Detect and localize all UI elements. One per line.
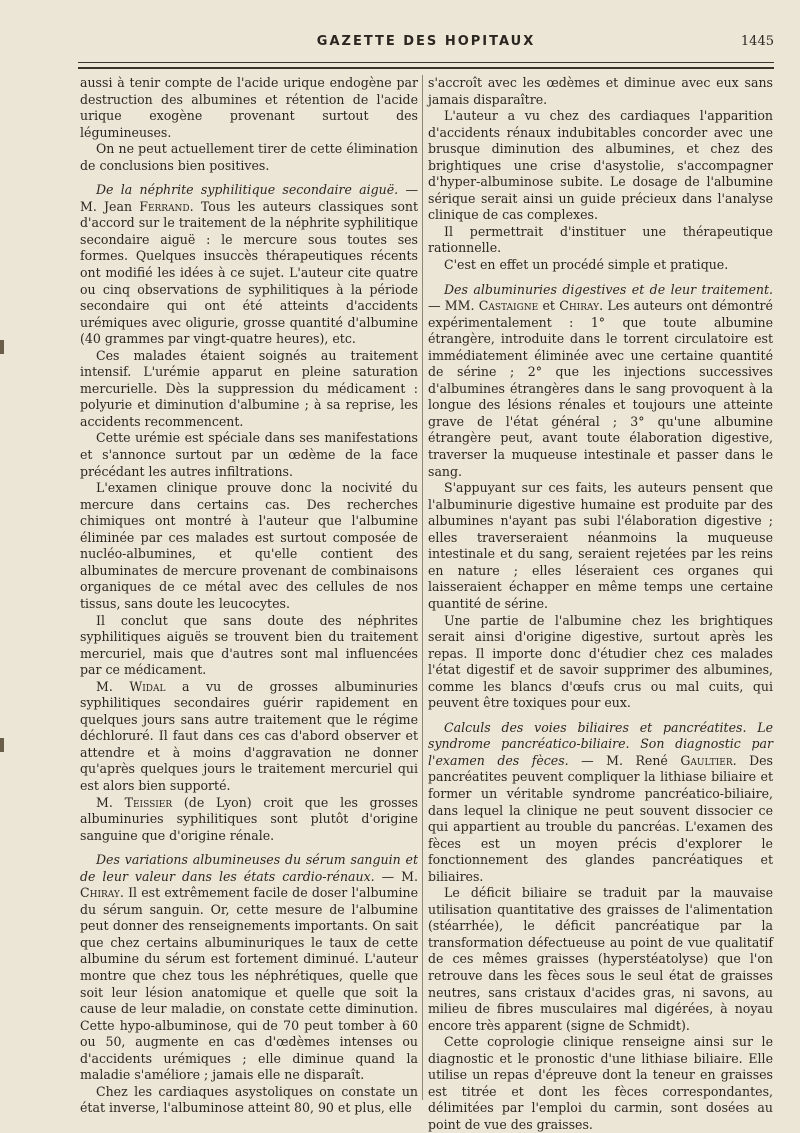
column-divider bbox=[422, 75, 423, 1100]
dash-text: — M. bbox=[374, 868, 418, 884]
paragraph: Il conclut que sans doute des néphrites syphilitiques aiguës se trouvent bien du traitement mercuriel, mais que d'autres sont mal influencées par ce médicament. bbox=[80, 612, 418, 678]
page-edge-mark bbox=[0, 738, 4, 752]
conjunction: et bbox=[538, 298, 560, 314]
header-rule-thick bbox=[78, 67, 774, 69]
right-column bbox=[428, 75, 773, 1133]
article-text: . Tous les auteurs classiques sont d'accord sur le traitement de la néphrite syphilitique secondaire aiguë : le mercure sous toutes ses formes. Quelques insuccès thérapeutiques récents ont modifié les idées à ce sujet. L'auteur cite quatre ou cinq observations de syphilitiques à la période secondaire qui ont été atteints d'accidents urémiques avec oligurie, grosse quantité d'albumine (40 grammes par vingt-quatre heures), etc. bbox=[80, 198, 418, 347]
paragraph-text: (de Lyon) croit que les grosses albuminuries syphilitiques sont plutôt d'origine sanguine que d'origine rénale. bbox=[80, 794, 419, 843]
author-name: Castaigne bbox=[478, 298, 539, 314]
paragraph bbox=[80, 795, 418, 845]
author-name: Teissier bbox=[124, 794, 173, 810]
prefix: M. bbox=[96, 678, 130, 694]
page-edge-mark bbox=[0, 340, 4, 354]
dash-text: — MM. bbox=[428, 298, 479, 314]
paragraph: L'examen clinique prouve donc la nocivité du mercure dans certains cas. Des recherches chimiques ont montré à l'auteur que l'albumine éliminée par ces malades est surtout composée de nucléo-albumines, et qu'elle contient des albuminates de mercure provenant de combinaisons organiques de ce métal avec des cellules de nos tissus, sans doute les leucocytes. bbox=[80, 480, 418, 611]
paragraph: Le déficit biliaire se traduit par la mauvaise utilisation quantitative des graisses de l'alimentation (stéarrhée), le déficit pancréatique par la transformation défectueuse au point de vue qualitatif de ces mêmes graisses (hyperstéatolyse) que l'on retrouve dans les fèces sous le seul état de graisses neutres, sans cristaux d'acides gras, ni savons, au milieu de fibres musculaires mal digérées, à noyau encore très apparent (signe de Schmidt). bbox=[428, 885, 773, 1033]
paragraph: aussi à tenir compte de l'acide urique endogène par destruction des albumines et rétention de l'acide urique exogène provenant surtout des légumineuses. bbox=[80, 75, 418, 140]
paragraph: Chez les cardiaques asystoliques on constate un état inverse, l'albuminose atteint 80, 90 et plus, elle bbox=[80, 1083, 418, 1116]
article-title: Calculs des voies biliaires et pancréatites. Le syndrome pancréatico-biliaire. Son diagnostic par l'examen des fèces. bbox=[428, 719, 773, 768]
left-column bbox=[80, 75, 418, 1117]
article-entry bbox=[428, 720, 773, 885]
author-name: Chiray bbox=[80, 885, 120, 901]
article-title: Des albuminuries digestives et de leur traitement. bbox=[444, 281, 773, 297]
paragraph: L'auteur a vu chez des cardiaques l'apparition d'accidents rénaux indubitables concorder avec une brusque diminution des albumines, et chez des brightiques une crise d'asystolie, s'accompagner d'hyper-albuminose subite. Le dosage de l'albumine sérique serait ainsi un guide précieux dans l'analyse clinique de cas complexes. bbox=[428, 108, 773, 223]
dash-text: — M. Jean bbox=[80, 182, 418, 214]
author-name: Ferrand bbox=[139, 198, 190, 214]
paragraph: Cette urémie est spéciale dans ses manifestations et s'annonce surtout par un œdème de la face précédant les autres infiltrations. bbox=[80, 430, 418, 479]
paragraph: Ces malades étaient soignés au traitement intensif. L'urémie apparut en pleine saturation mercurielle. Dès la suppression du médicament : polyurie et diminution d'albumine ; à sa reprise, les accidents recommencent. bbox=[80, 347, 418, 429]
article-entry bbox=[428, 282, 773, 481]
dash-text: — M. René bbox=[568, 752, 681, 768]
article-text: . Il est extrêmement facile de doser l'albumine du sérum sanguin. Or, cette mesure de l'albumine peut donner des renseignements importants. On sait que chez certains albuminuriques le taux de cette albumine du sérum est fortement diminué. L'auteur montre que chez tous les néphrétiques, quelle que soit leur lésion anatomique et quelle que soit la cause de leur maladie, on constate cette diminution. Cette hypo-albuminose, qui de 70 peut tomber à 60 ou 50, augmente en cas d'œdèmes intenses ou d'accidents urémiques ; elle diminue quand la maladie s'améliore ; jamais elle ne disparaît. bbox=[80, 885, 418, 1083]
article-text: . Les auteurs ont démontré expérimentalement : 1° que toute albumine étrangère, introduite dans le torrent circulatoire est immédiatement éliminée avec une certaine quantité de sérine ; 2° que les injections successives d'albumines étrangères dans le sang provoquent à la longue des lésions rénales et toujours une atteinte grave de l'état général ; 3° qu'une albumine étrangère peut, avant toute élaboration digestive, traverser la muqueuse intestinale et passer dans le sang. bbox=[428, 298, 773, 479]
paragraph: Une partie de l'albumine chez les brightiques serait ainsi d'origine digestive, surtout après les repas. Il importe donc d'étudier chez ces malades l'état digestif et de savoir supprimer des albumines, comme les blancs d'œufs crus ou mal cuits, qui peuvent être toxiques pour eux. bbox=[428, 612, 773, 711]
article-text: . Des pancréatites peuvent compliquer la lithiase biliaire et former un véritable syndrome pancréatico-biliaire, dans lequel la clinique ne peut souvent dissocier ce qui appartient au trouble du pancréas. L'examen des fèces est un moyen précis d'explorer le fonctionnement des glandes pancréatiques et biliaires. bbox=[428, 752, 774, 884]
paragraph: C'est en effet un procédé simple et pratique. bbox=[444, 257, 729, 273]
article-entry bbox=[80, 852, 418, 1084]
article-title: De la néphrite syphilitique secondaire aiguë. bbox=[96, 182, 399, 198]
paragraph: S'appuyant sur ces faits, les auteurs pensent que l'albuminurie digestive humaine est produite par des albumines n'ayant pas subi l'élaboration digestive ; elles traverseraient néanmoins la muqueuse intestinale et du sang, seraient rejetées par les reins en nature ; elles léseraient ces organes qui laisseraient échapper en même temps une certaine quantité de sérine. bbox=[428, 480, 773, 611]
prefix: M. bbox=[96, 794, 125, 810]
paragraph: Il permettrait d'instituer une thérapeutique rationnelle. bbox=[428, 223, 773, 256]
paragraph: s'accroît avec les œdèmes et diminue avec eux sans jamais disparaître. bbox=[428, 75, 773, 107]
author-name: Widal bbox=[129, 678, 166, 694]
page-header bbox=[78, 34, 774, 58]
paragraph bbox=[80, 679, 418, 795]
paragraph: Cette coprologie clinique renseigne ainsi sur le diagnostic et le pronostic d'une lithiase biliaire. Elle utilise un repas d'épreuve dont la teneur en graisses est titrée et dont les fèces correspondantes, délimitées par l'emploi du carmin, sont dosées au point de vue des graisses. bbox=[428, 1034, 773, 1132]
author-name: Gaultier bbox=[680, 752, 733, 768]
paragraph: On ne peut actuellement tirer de cette élimination de conclusions bien positives. bbox=[80, 141, 418, 173]
article-title: Des variations albumineuses du sérum sanguin et de leur valeur dans les états cardio-rénaux. bbox=[80, 852, 418, 884]
author-name: Chiray bbox=[559, 298, 600, 314]
article-entry bbox=[80, 182, 418, 347]
running-title: GAZETTE DES HOPITAUX bbox=[316, 34, 536, 49]
header-rule-thin bbox=[78, 62, 774, 63]
paragraph-text: a vu de grosses albuminuries syphilitiques secondaires guérir rapidement en quelques jours sans autre traitement que le régime déchloruré. Il faut dans ces cas d'abord observer et attendre et à moins d'aggravation ne donner qu'après quelques jours le traitement mercuriel qui est alors bien supporté. bbox=[80, 678, 418, 793]
page-number: 1445 bbox=[740, 34, 774, 49]
